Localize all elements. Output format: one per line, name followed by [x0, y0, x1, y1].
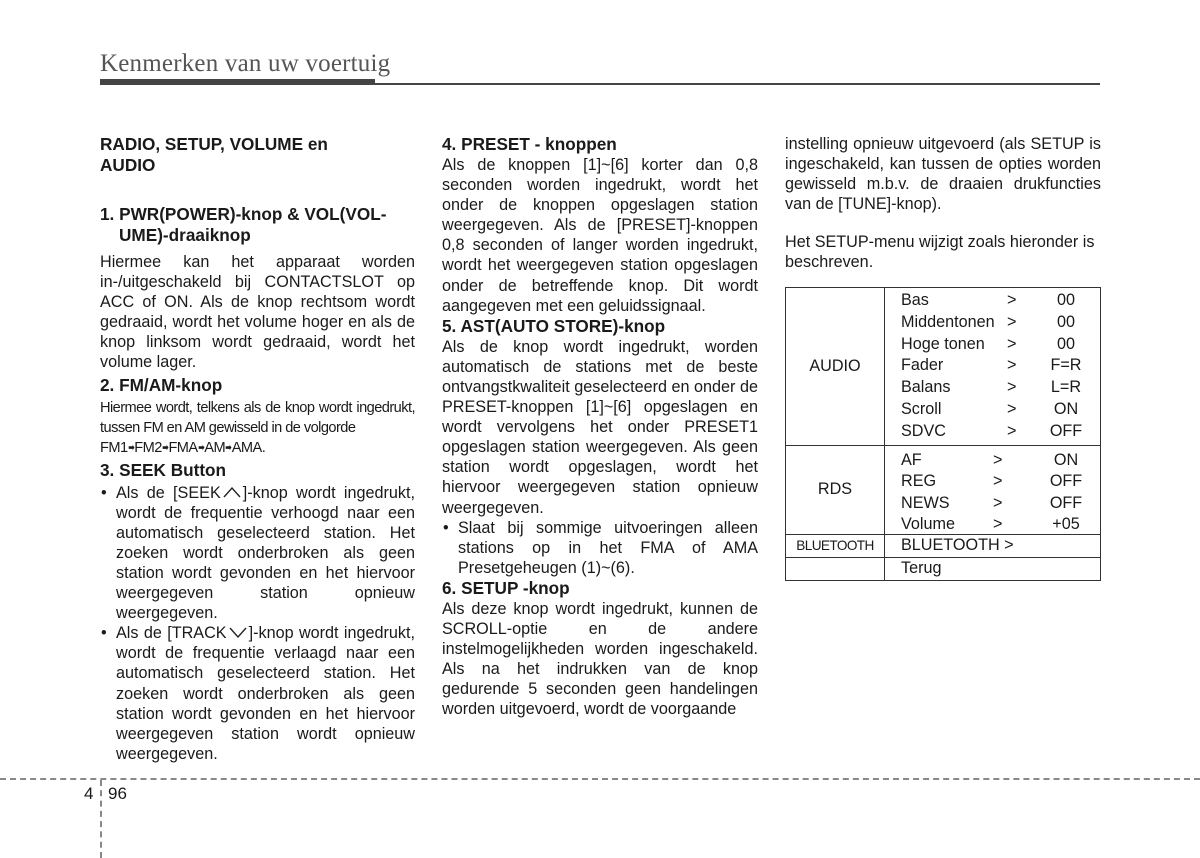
setting-row: Bas > 00 — [901, 291, 1075, 309]
ast-bullets — [442, 518, 758, 578]
setting-row: Volume > +05 — [901, 514, 1080, 533]
table-row — [786, 534, 1101, 557]
arrow-right-icon: ➡ — [162, 441, 169, 454]
setting-row: AF > ON — [901, 450, 1079, 469]
setting-row: Fader > F=R — [901, 356, 1082, 375]
setting-row: NEWS > OFF — [901, 494, 1083, 513]
paragraph-fm-am: Hiermee wordt, telkens als de knop wordt ingedrukt, tussen FM en AM gewisseld in de volgorde FM1➡FM2➡FMA➡AM➡AMA. — [100, 399, 415, 456]
heading-seek: 3. SEEK Button — [100, 459, 227, 480]
column-left — [100, 134, 415, 764]
section-title: RADIO, SETUP, VOLUME en AUDIO — [100, 134, 328, 175]
paragraph-menu-intro: Het SETUP-menu wijzigt zoals hieronder is beschreven. — [785, 233, 1095, 272]
category-rds: RDS — [786, 445, 885, 534]
column-middle — [442, 134, 758, 719]
page-header-title: Kenmerken van uw voertuig — [100, 50, 391, 77]
arrow-right-icon: ➡ — [197, 441, 204, 454]
column-right — [785, 134, 1101, 273]
seek-bullets — [100, 483, 415, 764]
arrow-right-icon: ➡ — [127, 441, 134, 454]
arrow-right-icon: ➡ — [225, 441, 232, 454]
table-row — [786, 288, 1101, 446]
page-number: 96 — [108, 784, 127, 803]
category-bluetooth: BLUETOOTH — [786, 534, 885, 557]
chapter-number: 4 — [84, 784, 94, 803]
setting-row: Balans > L=R — [901, 378, 1082, 397]
heading-fm-am: 2. FM/AM-knop — [100, 374, 223, 395]
setting-row: Scroll > ON — [901, 399, 1079, 418]
list-item: • Slaat bij sommige uitvoeringen alleen stations op in het FMA of AMA Presetgeheugen (1)~(6). — [442, 518, 758, 578]
footer-divider — [0, 778, 1200, 780]
heading-setup: 6. SETUP -knop — [442, 577, 570, 598]
chevron-up-icon — [221, 485, 243, 499]
setting-row: REG > OFF — [901, 472, 1083, 491]
chevron-down-icon — [227, 625, 249, 639]
setting-row: BLUETOOTH > — [901, 535, 1014, 554]
header-rule-line — [100, 83, 1100, 85]
table-row — [786, 557, 1101, 580]
footer-vertical-divider — [100, 780, 102, 858]
heading-ast: 5. AST(AUTO STORE)-knop — [442, 315, 666, 336]
list-item: • Als de [SEEK ]-knop wordt ingedrukt, wordt de frequentie verhoogd naar een automatisch geselecteerd station. Het zoeken wordt onderbroken als geen station wordt gevonden en het hiervoor weergegeven station opnieuw weergegeven. — [100, 483, 415, 624]
setup-menu-table — [785, 287, 1101, 581]
table-row — [786, 445, 1101, 534]
setting-row-back: Terug — [901, 558, 942, 577]
paragraph-setup-continued: instelling opnieuw uitgevoerd (als SETUP is ingeschakeld, kan tussen de opties worden gewisseld m.b.v. de draaien drukfuncties van de [TUNE]-knop). — [785, 135, 1101, 214]
list-item: • Als de [TRACK ]-knop wordt ingedrukt, wordt de frequentie verlaagd naar een automatisch geselecteerd station. Het zoeken wordt onderbroken als geen station wordt gevonden en het hiervoor weergegeven station wordt opnieuw weergegeven. — [100, 623, 415, 764]
heading-preset: 4. PRESET - knoppen — [442, 134, 617, 154]
band-sequence: FM1➡FM2➡FMA➡AM➡AMA. — [100, 439, 266, 456]
category-audio: AUDIO — [786, 288, 885, 446]
paragraph-preset: Als de knoppen [1]~[6] korter dan 0,8 seconden worden ingedrukt, wordt het onder de knoppen opgeslagen station weergegeven. Als de [PRESET]-knoppen 0,8 seconden of langer worden ingedrukt, wordt het weergegeven station opgeslagen onder de betreffende knop. Dit wordt aangegeven met een geluidssignaal. — [442, 156, 758, 315]
setting-row: Middentonen > 00 — [901, 312, 1075, 331]
setting-row: SDVC > OFF — [901, 421, 1083, 440]
heading-pwr-knop: 1. PWR(POWER)-knop & VOL(VOL- UME)-draaiknop — [100, 204, 387, 245]
paragraph-setup: Als deze knop wordt ingedrukt, kunnen de SCROLL-optie en de andere instelmogelijkheden worden ingeschakeld. Als na het indrukken van de knop gedurende 5 seconden geen handelingen worden uitgevoerd, wordt de voorgaande — [442, 599, 758, 719]
paragraph-ast: Als de knop wordt ingedrukt, worden automatisch de stations met de beste ontvangstkwaliteit geselecteerd en onder de PRESET-knoppen [1]~[6] opgeslagen en wordt vervolgens het onder PRESET1 opgeslagen station weergegeven. Als geen station wordt opgeslagen, wordt het hiervoor weergegeven station opnieuw weergegeven. — [442, 337, 758, 517]
paragraph-pwr: Hiermee kan het apparaat worden in-/uitgeschakeld bij CONTACTSLOT op ACC of ON. Als de knop rechtsom wordt gedraaid, wordt het volume hoger en als de knop linksom wordt gedraaid, wordt het volume lager. — [100, 253, 415, 372]
setting-row: Hoge tonen > 00 — [901, 334, 1075, 353]
